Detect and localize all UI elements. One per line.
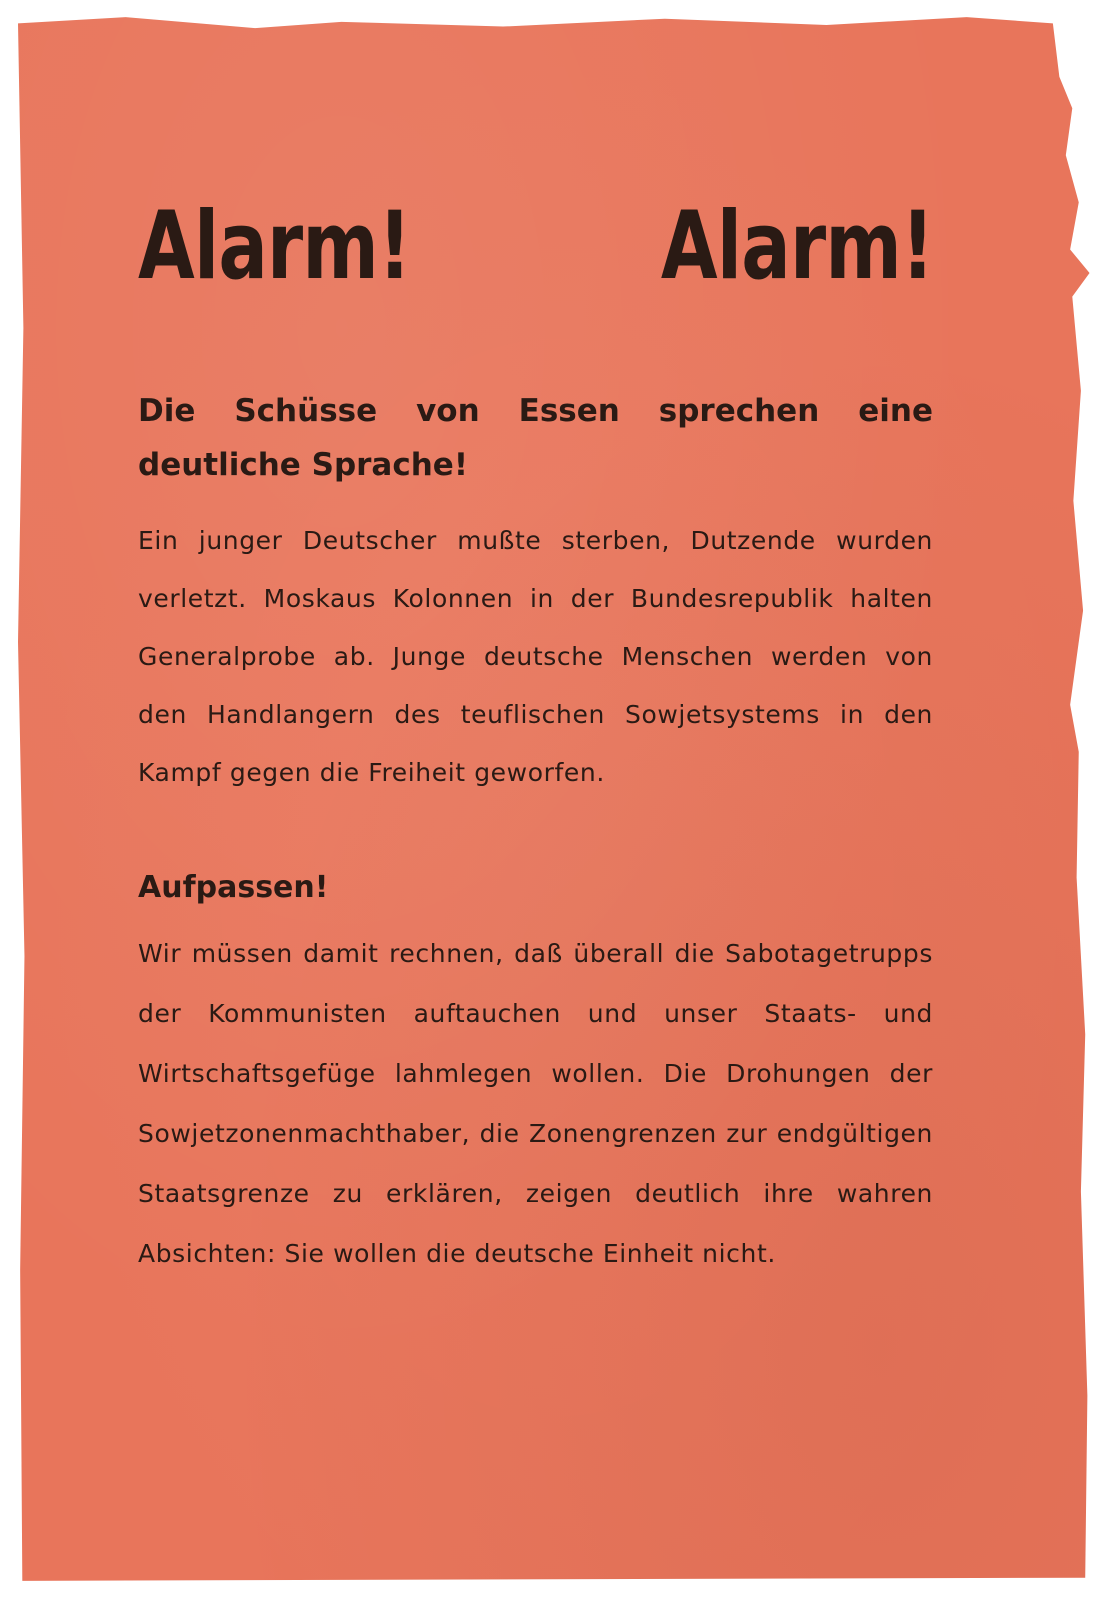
- section-heading: Aufpassen!: [138, 870, 329, 905]
- leaflet-text: [138, 192, 934, 1284]
- headline: [138, 192, 934, 301]
- subhead: Die Schüsse von Essen sprechen eine deutliche Sprache!: [138, 393, 933, 483]
- headline-right: Alarm!: [660, 192, 934, 301]
- paragraph-1: Ein junger Deutscher mußte sterben, Dutzende wurden verletzt. Moskaus Kolonnen in der Bundesrepublik halten Generalprobe ab. Junge deutsche Menschen werden von den Handlangern des teuflischen Sowjetsystems in den Kampf gegen die Freiheit geworfen.: [138, 526, 933, 787]
- headline-left: Alarm!: [138, 192, 411, 301]
- paragraph-2: Wir müssen damit rechnen, daß überall die Sabotagetrupps der Kommunisten auftauchen und unser Staats- und Wirtschaftsgefüge lahmlegen wollen. Die Drohungen der Sowjetzonenmachthaber, die Zonengrenzen zur endgültigen Staatsgrenze zu erklären, zeigen deutlich ihre wahren Absichten: Sie wollen die deutsche Einheit nicht.: [138, 939, 933, 1268]
